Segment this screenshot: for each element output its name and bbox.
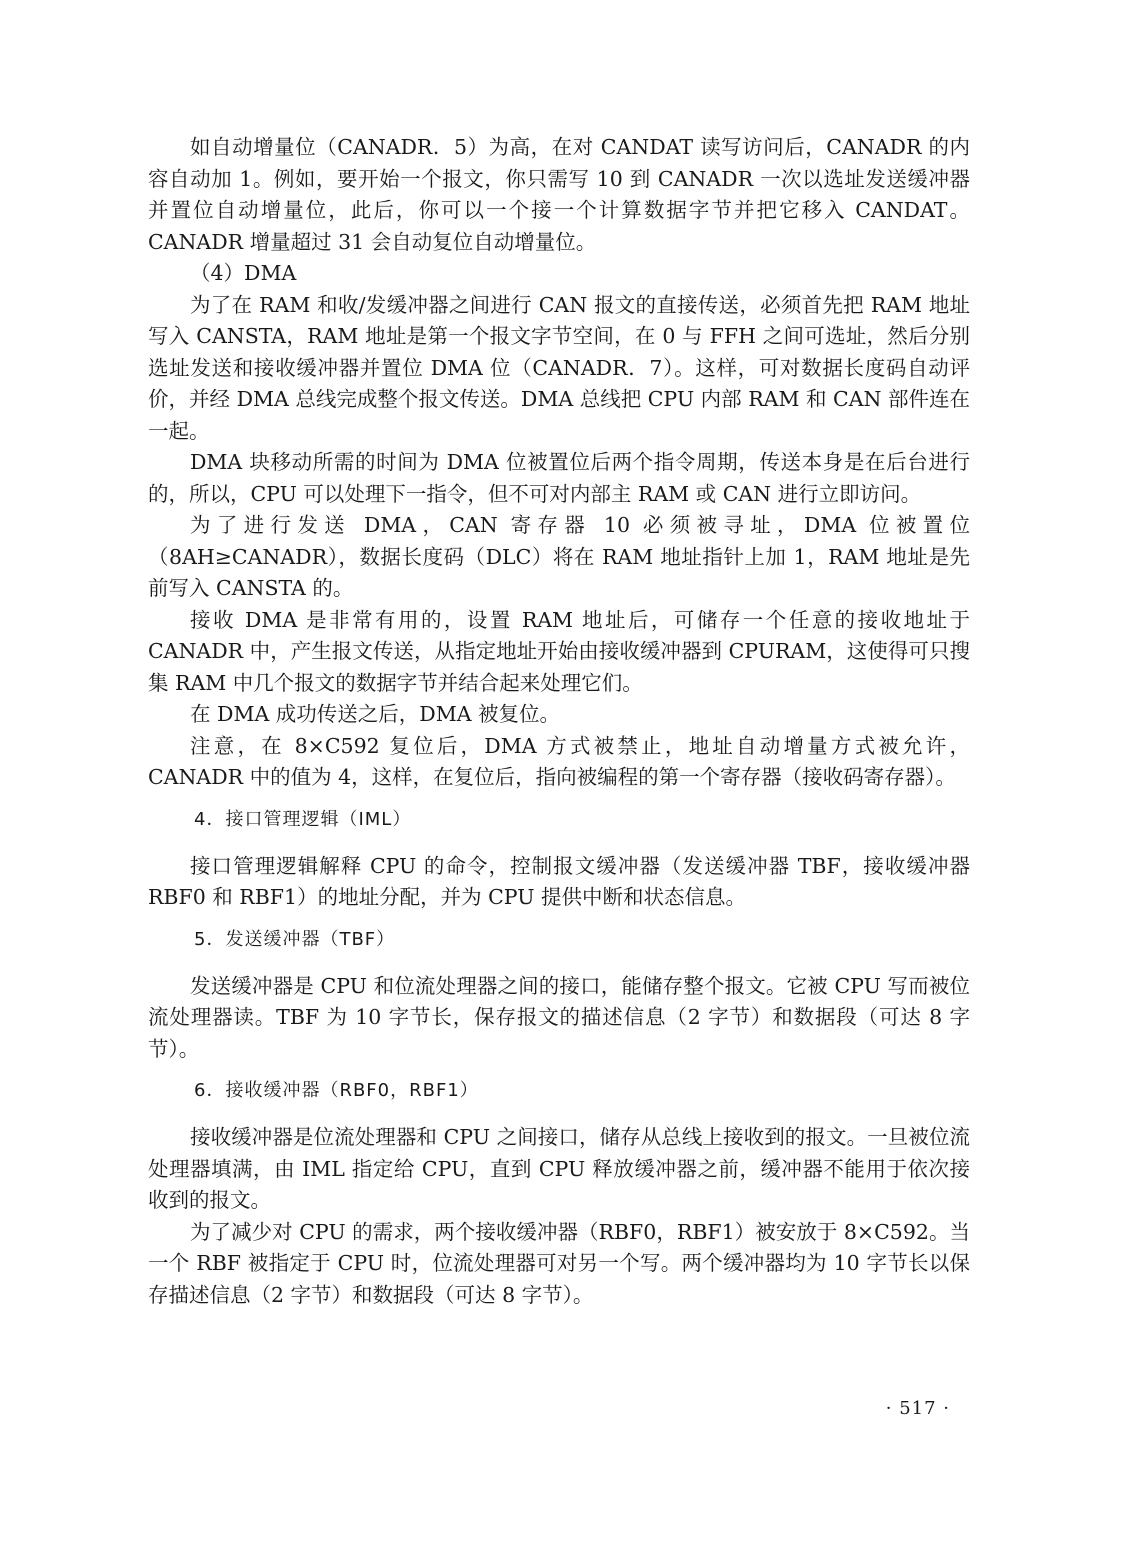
- page-body: [148, 132, 970, 1311]
- section-heading-tbf: 5．发送缓冲器（TBF）: [194, 928, 396, 950]
- paragraph-dma-receive: 接收 DMA 是非常有用的，设置 RAM 地址后，可储存一个任意的接收地址于 CANADR 中，产生报文传送，从指定地址开始由接收缓冲器到 CPURAM，这使得可只搜集 RAM 中几个报文的数据字节并结合起来处理它们。: [148, 607, 970, 695]
- paragraph-iml: 接口管理逻辑解释 CPU 的命令，控制报文缓冲器（发送缓冲器 TBF，接收缓冲器 RBF0 和 RBF1）的地址分配，并为 CPU 提供中断和状态信息。: [148, 853, 970, 909]
- paragraph-reset-note: 注意，在 8×C592 复位后，DMA 方式被禁止，地址自动增量方式被允许，CANADR 中的值为 4，这样，在复位后，指向被编程的第一个寄存器（接收码寄存器）。: [148, 733, 970, 789]
- section-heading-iml: 4．接口管理逻辑（IML）: [194, 808, 412, 830]
- paragraph-dma-transmit: 为了进行发送 DMA，CAN 寄存器 10 必须被寻址，DMA 位被置位（8AH≥CANADR），数据长度码（DLC）将在 RAM 地址指针上加 1，RAM 地址是先前写入 CANSTA 的。: [148, 513, 970, 600]
- page-number: · 517 ·: [885, 1398, 950, 1419]
- paragraph-auto-increment: 如自动增量位（CANADR．5）为高，在对 CANDAT 读写访问后，CANADR 的内容自动加 1。例如，要开始一个报文，你只需写 10 到 CANADR 一次以选址发送缓冲器并置位自动增量位，此后，你可以一个接一个计算数据字节并把它移入 CANDAT。CANADR 增量超过 31 会自动复位自动增量位。: [148, 135, 970, 254]
- paragraph-tbf: 发送缓冲器是 CPU 和位流处理器之间的接口，能储存整个报文。它被 CPU 写而被位流处理器读。TBF 为 10 字节长，保存报文的描述信息（2 字节）和数据段（可达 8 字节）。: [148, 973, 970, 1061]
- subheading-dma: （4）DMA: [190, 261, 297, 285]
- paragraph-rbf-dual: 为了减少对 CPU 的需求，两个接收缓冲器（RBF0，RBF1）被安放于 8×C592。当一个 RBF 被指定于 CPU 时，位流处理器可对另一个写。两个缓冲器均为 10 字节长以保存描述信息（2 字节）和数据段（可达 8 字节）。: [148, 1219, 970, 1307]
- section-heading-rbf: 6．接收缓冲器（RBF0，RBF1）: [194, 1080, 479, 1101]
- paragraph-rbf: 接收缓冲器是位流处理器和 CPU 之间接口，储存从总线上接收到的报文。一旦被位流处理器填满，由 IML 指定给 CPU，直到 CPU 释放缓冲器之前，缓冲器不能用于依次接收到的报文。: [148, 1125, 970, 1212]
- paragraph-dma-reset: 在 DMA 成功传送之后，DMA 被复位。: [190, 702, 561, 726]
- paragraph-dma-intro: 为了在 RAM 和收/发缓冲器之间进行 CAN 报文的直接传送，必须首先把 RAM 地址写入 CANSTA，RAM 地址是第一个报文字节空间，在 0 与 FFH 之间可选址，然后分别选址发送和接收缓冲器并置位 DMA 位（CANADR．7）。这样，可对数据长度码自动评价，并经 DMA 总线完成整个报文传送。DMA 总线把 CPU 内部 RAM 和 CAN 部件连在一起。: [148, 292, 970, 443]
- paragraph-dma-timing: DMA 块移动所需的时间为 DMA 位被置位后两个指令周期，传送本身是在后台进行的，所以，CPU 可以处理下一指令，但不可对内部主 RAM 或 CAN 进行立即访问。: [148, 450, 970, 506]
